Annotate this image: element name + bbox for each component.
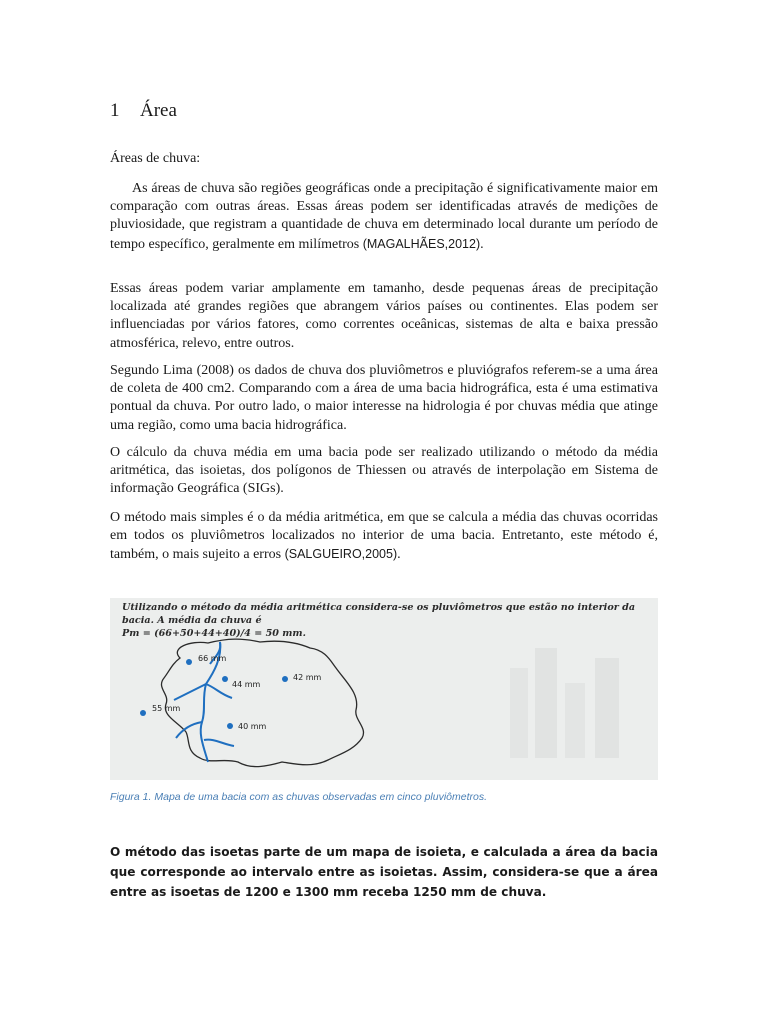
gauge-dot [140, 710, 146, 716]
basin-map [110, 598, 658, 780]
subheading: Áreas de chuva: [110, 151, 201, 166]
gauge-dot [282, 676, 288, 682]
figure-header-line-2: Pm = (66+50+44+40)/4 = 50 mm. [122, 628, 306, 639]
section-number: 1 [110, 100, 120, 121]
gauge-40 [227, 722, 267, 731]
gauge-44 [222, 676, 261, 689]
figure-caption: Figura 1. Mapa de uma bacia com as chuvas observadas em cinco pluviômetros. [110, 791, 488, 803]
figure-header-line-1: Utilizando o método da média aritmética considera-se os pluviômetros que estão no interior da bacia. A média da chuva é [122, 602, 636, 626]
river-segment [206, 642, 220, 684]
gauge-dot [227, 723, 233, 729]
background-bar [565, 683, 585, 758]
gauge-dot [186, 659, 192, 665]
background-bar [510, 668, 528, 758]
citation-salgueiro: (SALGUEIRO,2005) [284, 547, 398, 562]
paragraph-4: O cálculo da chuva média em uma bacia pode ser realizado utilizando o método da média aritmética, das isoietas, dos polígonos de Thiessen ou através de interpolação em Sistema de informação Geográfica (SIGs). [110, 445, 658, 497]
gauge-label: 44 mm [232, 680, 261, 689]
paragraph-5 [110, 509, 658, 565]
river-segment [204, 740, 234, 746]
gauge-55 [140, 704, 181, 716]
gauge-label: 40 mm [238, 722, 267, 731]
gauge-label: 66 mm [198, 654, 227, 663]
gauge-label: 55 mm [152, 704, 181, 713]
paragraph-5-text: O método mais simples é o da média aritmética, em que se calcula a média das chuvas ocorridas em todos os pluviômetros localizados no interior de uma bacia. Entretanto, este método é, também, o mais sujeito a erros [110, 510, 658, 563]
gauge-42 [282, 673, 322, 682]
paragraph-1-tail: . [480, 236, 484, 252]
section-title: Área [140, 100, 177, 121]
paragraph-1 [110, 180, 658, 254]
paragraph-2: Essas áreas podem variar amplamente em tamanho, desde pequenas áreas de precipitação localizada até grandes regiões que abrangem vários países ou continentes. Elas podem ser influenciadas por vários fatores, como correntes oceânicas, sistemas de alta e baixa pressão atmosférica, relevo, entre outros. [110, 281, 658, 351]
background-bar [595, 658, 619, 758]
citation-magalhaes: (MAGALHÃES,2012) [362, 236, 481, 251]
paragraph-3: Segundo Lima (2008) os dados de chuva dos pluviômetros e pluviógrafos referem-se a uma área de coleta de 400 cm2. Comparando com a área de uma bacia hidrográfica, esta é uma estimativa pontual da chuva. Por outro lado, o maior interesse na hidrologia é por chuvas média que atinge uma região, como uma bacia hidrográfica. [110, 363, 658, 433]
gauge-dot [222, 676, 228, 682]
basin-figure [110, 598, 658, 780]
section-heading [110, 100, 177, 122]
basin-outline [161, 639, 363, 767]
paragraph-5-tail: . [397, 547, 401, 563]
background-bar [535, 648, 557, 758]
gauge-label: 42 mm [293, 673, 322, 682]
river-segment [174, 684, 206, 700]
river-segment [206, 684, 232, 698]
paragraph-1-text: As áreas de chuva são regiões geográficas onde a precipitação é significativamente maior em comparação com outras áreas. Essas áreas podem ser identificadas através de medições de pluviosidade, que registram a quantidade de chuva em determinado local durante um período de tempo específico, geralmente em milímetros [110, 181, 658, 252]
isoetas-paragraph: O método das isoetas parte de um mapa de isoieta, e calculada a área da bacia que corresponde ao intervalo entre as isoietas. Assim, considera-se que a área entre as isoetas de 1200 e 1300 mm receba 1250 mm de chuva. [110, 845, 658, 899]
gauge-66 [186, 654, 227, 665]
river-segment [176, 722, 202, 738]
